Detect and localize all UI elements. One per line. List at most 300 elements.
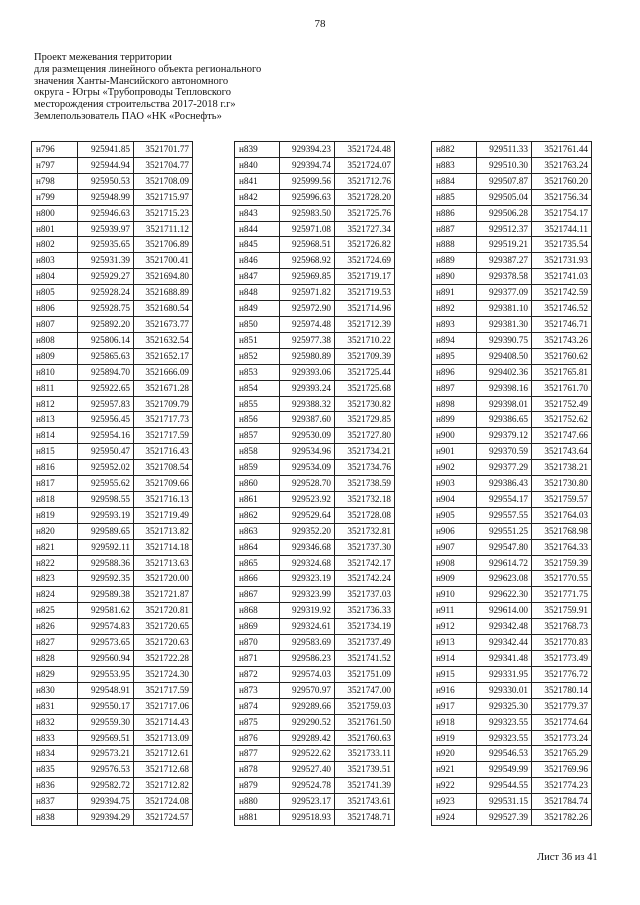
point-id-cell: н897 xyxy=(432,380,477,396)
y-coordinate-cell: 3521737.03 xyxy=(335,587,395,603)
point-id-cell: н819 xyxy=(32,507,78,523)
table-row xyxy=(32,380,193,396)
point-id-cell: н907 xyxy=(432,539,477,555)
table-row xyxy=(235,157,395,173)
table-row xyxy=(32,555,193,571)
x-coordinate-cell: 925972.90 xyxy=(280,301,335,317)
x-coordinate-cell: 929319.92 xyxy=(280,603,335,619)
x-coordinate-cell: 929341.48 xyxy=(477,651,532,667)
y-coordinate-cell: 3521764.33 xyxy=(532,539,592,555)
y-coordinate-cell: 3521759.03 xyxy=(335,698,395,714)
x-coordinate-cell: 929547.80 xyxy=(477,539,532,555)
y-coordinate-cell: 3521720.81 xyxy=(134,603,193,619)
y-coordinate-cell: 3521715.97 xyxy=(134,189,193,205)
x-coordinate-cell: 929523.17 xyxy=(280,794,335,810)
x-coordinate-cell: 929398.01 xyxy=(477,396,532,412)
x-coordinate-cell: 929507.87 xyxy=(477,173,532,189)
y-coordinate-cell: 3521713.63 xyxy=(134,555,193,571)
y-coordinate-cell: 3521771.75 xyxy=(532,587,592,603)
point-id-cell: н851 xyxy=(235,332,280,348)
table-row xyxy=(432,730,592,746)
x-coordinate-cell: 929589.38 xyxy=(78,587,134,603)
point-id-cell: н796 xyxy=(32,142,78,158)
point-id-cell: н901 xyxy=(432,444,477,460)
point-id-cell: н859 xyxy=(235,460,280,476)
table-row xyxy=(432,157,592,173)
table-row xyxy=(432,237,592,253)
x-coordinate-cell: 925931.39 xyxy=(78,253,134,269)
table-row xyxy=(432,380,592,396)
y-coordinate-cell: 3521759.91 xyxy=(532,603,592,619)
table-row xyxy=(32,666,193,682)
point-id-cell: н838 xyxy=(32,810,78,826)
x-coordinate-cell: 929548.91 xyxy=(78,682,134,698)
table-row xyxy=(432,332,592,348)
y-coordinate-cell: 3521759.57 xyxy=(532,491,592,507)
x-coordinate-cell: 929581.62 xyxy=(78,603,134,619)
y-coordinate-cell: 3521748.71 xyxy=(335,810,395,826)
point-id-cell: н919 xyxy=(432,730,477,746)
x-coordinate-cell: 929394.29 xyxy=(78,810,134,826)
x-coordinate-cell: 925928.24 xyxy=(78,285,134,301)
point-id-cell: н909 xyxy=(432,571,477,587)
table-row xyxy=(32,428,193,444)
y-coordinate-cell: 3521727.34 xyxy=(335,221,395,237)
point-id-cell: н826 xyxy=(32,619,78,635)
point-id-cell: н913 xyxy=(432,635,477,651)
table-row xyxy=(432,555,592,571)
y-coordinate-cell: 3521738.59 xyxy=(335,476,395,492)
table-row xyxy=(432,714,592,730)
point-id-cell: н817 xyxy=(32,476,78,492)
x-coordinate-cell: 929551.25 xyxy=(477,523,532,539)
x-coordinate-cell: 929290.52 xyxy=(280,714,335,730)
y-coordinate-cell: 3521760.20 xyxy=(532,173,592,189)
point-id-cell: н905 xyxy=(432,507,477,523)
y-coordinate-cell: 3521732.18 xyxy=(335,491,395,507)
point-id-cell: н911 xyxy=(432,603,477,619)
table-row xyxy=(235,348,395,364)
point-id-cell: н835 xyxy=(32,762,78,778)
x-coordinate-cell: 929387.27 xyxy=(477,253,532,269)
y-coordinate-cell: 3521752.49 xyxy=(532,396,592,412)
coordinates-table-1 xyxy=(31,141,193,826)
point-id-cell: н853 xyxy=(235,364,280,380)
x-coordinate-cell: 929546.53 xyxy=(477,746,532,762)
point-id-cell: н921 xyxy=(432,762,477,778)
x-coordinate-cell: 929386.43 xyxy=(477,476,532,492)
y-coordinate-cell: 3521738.21 xyxy=(532,460,592,476)
point-id-cell: н810 xyxy=(32,364,78,380)
y-coordinate-cell: 3521743.61 xyxy=(335,794,395,810)
point-id-cell: н828 xyxy=(32,651,78,667)
point-id-cell: н922 xyxy=(432,778,477,794)
point-id-cell: н845 xyxy=(235,237,280,253)
table-row xyxy=(32,539,193,555)
point-id-cell: н874 xyxy=(235,698,280,714)
table-row xyxy=(432,523,592,539)
table-row xyxy=(32,714,193,730)
y-coordinate-cell: 3521743.26 xyxy=(532,332,592,348)
table-row xyxy=(432,173,592,189)
y-coordinate-cell: 3521754.17 xyxy=(532,205,592,221)
x-coordinate-cell: 925999.56 xyxy=(280,173,335,189)
x-coordinate-cell: 929593.19 xyxy=(78,507,134,523)
table-row xyxy=(235,762,395,778)
point-id-cell: н843 xyxy=(235,205,280,221)
point-id-cell: н818 xyxy=(32,491,78,507)
point-id-cell: н863 xyxy=(235,523,280,539)
table-row xyxy=(32,205,193,221)
y-coordinate-cell: 3521700.41 xyxy=(134,253,193,269)
x-coordinate-cell: 929506.28 xyxy=(477,205,532,221)
x-coordinate-cell: 925950.47 xyxy=(78,444,134,460)
table-row xyxy=(32,491,193,507)
header-line: значения Ханты-Мансийского автономного xyxy=(34,75,229,87)
y-coordinate-cell: 3521728.08 xyxy=(335,507,395,523)
x-coordinate-cell: 925948.99 xyxy=(78,189,134,205)
y-coordinate-cell: 3521761.44 xyxy=(532,142,592,158)
y-coordinate-cell: 3521734.21 xyxy=(335,444,395,460)
point-id-cell: н866 xyxy=(235,571,280,587)
point-id-cell: н850 xyxy=(235,316,280,332)
x-coordinate-cell: 925968.51 xyxy=(280,237,335,253)
x-coordinate-cell: 929574.83 xyxy=(78,619,134,635)
y-coordinate-cell: 3521741.52 xyxy=(335,651,395,667)
y-coordinate-cell: 3521761.50 xyxy=(335,714,395,730)
point-id-cell: н868 xyxy=(235,603,280,619)
point-id-cell: н797 xyxy=(32,157,78,173)
table-row xyxy=(32,794,193,810)
point-id-cell: н884 xyxy=(432,173,477,189)
y-coordinate-cell: 3521717.06 xyxy=(134,698,193,714)
table-row xyxy=(235,142,395,158)
y-coordinate-cell: 3521768.98 xyxy=(532,523,592,539)
x-coordinate-cell: 929569.51 xyxy=(78,730,134,746)
y-coordinate-cell: 3521709.39 xyxy=(335,348,395,364)
x-coordinate-cell: 925922.65 xyxy=(78,380,134,396)
y-coordinate-cell: 3521765.29 xyxy=(532,746,592,762)
point-id-cell: н856 xyxy=(235,412,280,428)
x-coordinate-cell: 929544.55 xyxy=(477,778,532,794)
x-coordinate-cell: 929576.53 xyxy=(78,762,134,778)
point-id-cell: н885 xyxy=(432,189,477,205)
table-row xyxy=(235,523,395,539)
point-id-cell: н808 xyxy=(32,332,78,348)
x-coordinate-cell: 929583.69 xyxy=(280,635,335,651)
table-row xyxy=(432,476,592,492)
table-row xyxy=(32,412,193,428)
x-coordinate-cell: 925950.53 xyxy=(78,173,134,189)
table-row xyxy=(32,778,193,794)
x-coordinate-cell: 929527.39 xyxy=(477,810,532,826)
y-coordinate-cell: 3521719.49 xyxy=(134,507,193,523)
y-coordinate-cell: 3521728.20 xyxy=(335,189,395,205)
y-coordinate-cell: 3521711.12 xyxy=(134,221,193,237)
table-row xyxy=(235,237,395,253)
y-coordinate-cell: 3521720.00 xyxy=(134,571,193,587)
x-coordinate-cell: 925974.48 xyxy=(280,316,335,332)
table-row xyxy=(235,619,395,635)
table-row xyxy=(432,316,592,332)
point-id-cell: н852 xyxy=(235,348,280,364)
table-row xyxy=(432,364,592,380)
table-row xyxy=(432,444,592,460)
y-coordinate-cell: 3521721.87 xyxy=(134,587,193,603)
table-row xyxy=(235,714,395,730)
y-coordinate-cell: 3521726.82 xyxy=(335,237,395,253)
x-coordinate-cell: 929390.75 xyxy=(477,332,532,348)
x-coordinate-cell: 925929.27 xyxy=(78,269,134,285)
point-id-cell: н893 xyxy=(432,316,477,332)
point-id-cell: н908 xyxy=(432,555,477,571)
point-id-cell: н814 xyxy=(32,428,78,444)
table-row xyxy=(235,173,395,189)
x-coordinate-cell: 929381.30 xyxy=(477,316,532,332)
x-coordinate-cell: 929393.06 xyxy=(280,364,335,380)
point-id-cell: н821 xyxy=(32,539,78,555)
table-row xyxy=(235,285,395,301)
table-row xyxy=(432,221,592,237)
y-coordinate-cell: 3521717.59 xyxy=(134,428,193,444)
table-row xyxy=(32,444,193,460)
point-id-cell: н836 xyxy=(32,778,78,794)
point-id-cell: н876 xyxy=(235,730,280,746)
table-row xyxy=(432,412,592,428)
x-coordinate-cell: 929573.65 xyxy=(78,635,134,651)
point-id-cell: н815 xyxy=(32,444,78,460)
point-id-cell: н801 xyxy=(32,221,78,237)
y-coordinate-cell: 3521747.66 xyxy=(532,428,592,444)
y-coordinate-cell: 3521741.39 xyxy=(335,778,395,794)
table-row xyxy=(432,142,592,158)
point-id-cell: н899 xyxy=(432,412,477,428)
y-coordinate-cell: 3521763.24 xyxy=(532,157,592,173)
y-coordinate-cell: 3521732.81 xyxy=(335,523,395,539)
table-row xyxy=(432,348,592,364)
y-coordinate-cell: 3521774.64 xyxy=(532,714,592,730)
point-id-cell: н847 xyxy=(235,269,280,285)
table-row xyxy=(432,285,592,301)
point-id-cell: н860 xyxy=(235,476,280,492)
y-coordinate-cell: 3521713.82 xyxy=(134,523,193,539)
x-coordinate-cell: 929560.94 xyxy=(78,651,134,667)
y-coordinate-cell: 3521708.09 xyxy=(134,173,193,189)
point-id-cell: н804 xyxy=(32,269,78,285)
table-row xyxy=(32,269,193,285)
x-coordinate-cell: 929589.65 xyxy=(78,523,134,539)
x-coordinate-cell: 929549.99 xyxy=(477,762,532,778)
y-coordinate-cell: 3521719.17 xyxy=(335,269,395,285)
point-id-cell: н883 xyxy=(432,157,477,173)
y-coordinate-cell: 3521673.77 xyxy=(134,316,193,332)
point-id-cell: н830 xyxy=(32,682,78,698)
x-coordinate-cell: 929323.19 xyxy=(280,571,335,587)
table-row xyxy=(235,221,395,237)
table-row xyxy=(32,682,193,698)
y-coordinate-cell: 3521720.65 xyxy=(134,619,193,635)
x-coordinate-cell: 929386.65 xyxy=(477,412,532,428)
table-row xyxy=(32,348,193,364)
point-id-cell: н887 xyxy=(432,221,477,237)
y-coordinate-cell: 3521715.23 xyxy=(134,205,193,221)
document-header xyxy=(34,52,261,123)
header-line: для размещения линейного объекта регионального xyxy=(34,63,262,75)
y-coordinate-cell: 3521717.73 xyxy=(134,412,193,428)
sheet-number: Лист 36 из 41 xyxy=(537,852,598,863)
table-row xyxy=(235,412,395,428)
x-coordinate-cell: 929534.09 xyxy=(280,460,335,476)
point-id-cell: н825 xyxy=(32,603,78,619)
point-id-cell: н923 xyxy=(432,794,477,810)
point-id-cell: н889 xyxy=(432,253,477,269)
y-coordinate-cell: 3521769.96 xyxy=(532,762,592,778)
table-row xyxy=(32,476,193,492)
y-coordinate-cell: 3521725.76 xyxy=(335,205,395,221)
table-row xyxy=(432,539,592,555)
point-id-cell: н886 xyxy=(432,205,477,221)
y-coordinate-cell: 3521717.59 xyxy=(134,682,193,698)
y-coordinate-cell: 3521784.74 xyxy=(532,794,592,810)
x-coordinate-cell: 925894.70 xyxy=(78,364,134,380)
x-coordinate-cell: 925980.89 xyxy=(280,348,335,364)
point-id-cell: н837 xyxy=(32,794,78,810)
x-coordinate-cell: 929394.23 xyxy=(280,142,335,158)
y-coordinate-cell: 3521714.18 xyxy=(134,539,193,555)
point-id-cell: н854 xyxy=(235,380,280,396)
y-coordinate-cell: 3521712.76 xyxy=(335,173,395,189)
table-row xyxy=(432,396,592,412)
x-coordinate-cell: 929592.11 xyxy=(78,539,134,555)
point-id-cell: н920 xyxy=(432,746,477,762)
table-row xyxy=(32,332,193,348)
y-coordinate-cell: 3521730.82 xyxy=(335,396,395,412)
point-id-cell: н902 xyxy=(432,460,477,476)
x-coordinate-cell: 929554.17 xyxy=(477,491,532,507)
table-row xyxy=(235,587,395,603)
y-coordinate-cell: 3521773.49 xyxy=(532,651,592,667)
point-id-cell: н879 xyxy=(235,778,280,794)
x-coordinate-cell: 929289.66 xyxy=(280,698,335,714)
x-coordinate-cell: 929530.09 xyxy=(280,428,335,444)
y-coordinate-cell: 3521713.09 xyxy=(134,730,193,746)
x-coordinate-cell: 929402.36 xyxy=(477,364,532,380)
y-coordinate-cell: 3521736.33 xyxy=(335,603,395,619)
x-coordinate-cell: 925956.45 xyxy=(78,412,134,428)
y-coordinate-cell: 3521746.52 xyxy=(532,301,592,317)
y-coordinate-cell: 3521716.13 xyxy=(134,491,193,507)
table-row xyxy=(235,380,395,396)
point-id-cell: н798 xyxy=(32,173,78,189)
y-coordinate-cell: 3521739.51 xyxy=(335,762,395,778)
point-id-cell: н799 xyxy=(32,189,78,205)
x-coordinate-cell: 929323.55 xyxy=(477,730,532,746)
y-coordinate-cell: 3521737.49 xyxy=(335,635,395,651)
y-coordinate-cell: 3521716.43 xyxy=(134,444,193,460)
header-line: Проект межевания территории xyxy=(34,52,172,63)
y-coordinate-cell: 3521741.03 xyxy=(532,269,592,285)
point-id-cell: н862 xyxy=(235,507,280,523)
table-row xyxy=(32,619,193,635)
point-id-cell: н916 xyxy=(432,682,477,698)
table-row xyxy=(32,253,193,269)
y-coordinate-cell: 3521730.80 xyxy=(532,476,592,492)
x-coordinate-cell: 929527.40 xyxy=(280,762,335,778)
table-row xyxy=(32,730,193,746)
table-row xyxy=(432,253,592,269)
point-id-cell: н870 xyxy=(235,635,280,651)
table-row xyxy=(235,253,395,269)
y-coordinate-cell: 3521724.69 xyxy=(335,253,395,269)
x-coordinate-cell: 929346.68 xyxy=(280,539,335,555)
point-id-cell: н880 xyxy=(235,794,280,810)
y-coordinate-cell: 3521760.63 xyxy=(335,730,395,746)
y-coordinate-cell: 3521776.72 xyxy=(532,666,592,682)
point-id-cell: н895 xyxy=(432,348,477,364)
y-coordinate-cell: 3521688.89 xyxy=(134,285,193,301)
table-row xyxy=(235,730,395,746)
y-coordinate-cell: 3521710.22 xyxy=(335,332,395,348)
table-row xyxy=(32,189,193,205)
y-coordinate-cell: 3521761.70 xyxy=(532,380,592,396)
y-coordinate-cell: 3521735.54 xyxy=(532,237,592,253)
point-id-cell: н827 xyxy=(32,635,78,651)
y-coordinate-cell: 3521774.23 xyxy=(532,778,592,794)
x-coordinate-cell: 925892.20 xyxy=(78,316,134,332)
point-id-cell: н811 xyxy=(32,380,78,396)
point-id-cell: н888 xyxy=(432,237,477,253)
y-coordinate-cell: 3521714.96 xyxy=(335,301,395,317)
y-coordinate-cell: 3521744.11 xyxy=(532,221,592,237)
y-coordinate-cell: 3521712.82 xyxy=(134,778,193,794)
y-coordinate-cell: 3521704.77 xyxy=(134,157,193,173)
y-coordinate-cell: 3521722.28 xyxy=(134,651,193,667)
x-coordinate-cell: 929370.59 xyxy=(477,444,532,460)
y-coordinate-cell: 3521733.11 xyxy=(335,746,395,762)
y-coordinate-cell: 3521779.37 xyxy=(532,698,592,714)
table-row xyxy=(432,460,592,476)
x-coordinate-cell: 929623.08 xyxy=(477,571,532,587)
table-row xyxy=(235,682,395,698)
y-coordinate-cell: 3521666.09 xyxy=(134,364,193,380)
x-coordinate-cell: 925928.75 xyxy=(78,301,134,317)
y-coordinate-cell: 3521742.24 xyxy=(335,571,395,587)
table-row xyxy=(32,173,193,189)
y-coordinate-cell: 3521724.48 xyxy=(335,142,395,158)
point-id-cell: н903 xyxy=(432,476,477,492)
point-id-cell: н877 xyxy=(235,746,280,762)
x-coordinate-cell: 925935.65 xyxy=(78,237,134,253)
x-coordinate-cell: 929505.04 xyxy=(477,189,532,205)
table-row xyxy=(235,301,395,317)
point-id-cell: н842 xyxy=(235,189,280,205)
y-coordinate-cell: 3521701.77 xyxy=(134,142,193,158)
point-id-cell: н802 xyxy=(32,237,78,253)
point-id-cell: н833 xyxy=(32,730,78,746)
point-id-cell: н858 xyxy=(235,444,280,460)
y-coordinate-cell: 3521764.03 xyxy=(532,507,592,523)
y-coordinate-cell: 3521770.83 xyxy=(532,635,592,651)
table-row xyxy=(235,476,395,492)
header-line: месторождения строительства 2017-2018 г.г» xyxy=(34,99,236,111)
x-coordinate-cell: 929393.24 xyxy=(280,380,335,396)
x-coordinate-cell: 925941.85 xyxy=(78,142,134,158)
y-coordinate-cell: 3521765.81 xyxy=(532,364,592,380)
table-row xyxy=(432,762,592,778)
x-coordinate-cell: 925983.50 xyxy=(280,205,335,221)
table-row xyxy=(432,428,592,444)
point-id-cell: н800 xyxy=(32,205,78,221)
